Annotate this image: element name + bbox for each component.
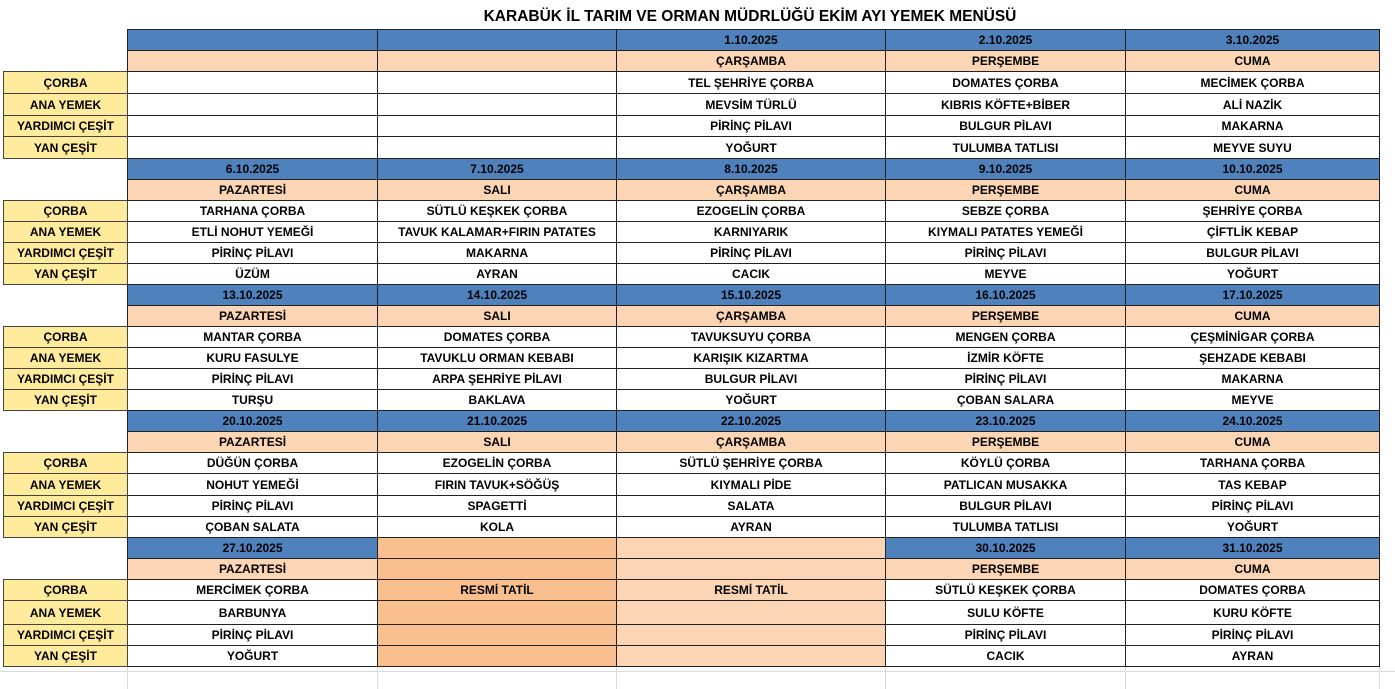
menu-cell-fri: AYRAN <box>1126 646 1380 667</box>
menu-cell-tue: DOMATES ÇORBA <box>378 327 617 348</box>
menu-cell-fri: ŞEHZADE KEBABI <box>1126 348 1380 369</box>
meal-row-ana-yemek <box>4 601 1380 625</box>
menu-cell-mon: TARHANA ÇORBA <box>128 201 378 222</box>
menu-cell-tue: TAVUK KALAMAR+FIRIN PATATES <box>378 222 617 243</box>
menu-cell-fri: MEYVE <box>1126 390 1380 411</box>
day-row <box>4 306 1380 327</box>
date-cell-thu: 9.10.2025 <box>886 159 1126 180</box>
menu-cell-mon: PİRİNÇ PİLAVI <box>128 496 378 517</box>
menu-cell-tue: MAKARNA <box>378 243 617 264</box>
menu-cell-mon: DÜĞÜN ÇORBA <box>128 453 378 474</box>
row-label-yan-cesit: YAN ÇEŞİT <box>4 264 128 285</box>
menu-cell-tue: ARPA ŞEHRİYE PİLAVI <box>378 369 617 390</box>
menu-cell-thu: SULU KÖFTE <box>886 601 1126 625</box>
menu-cell-tue: BAKLAVA <box>378 390 617 411</box>
row-label-empty <box>4 159 128 180</box>
meal-row-yan-cesit <box>4 517 1380 538</box>
date-cell-fri: 10.10.2025 <box>1126 159 1380 180</box>
date-cell-mon: 13.10.2025 <box>128 285 378 306</box>
menu-cell-wed: YOĞURT <box>617 390 886 411</box>
menu-cell-mon: ÜZÜM <box>128 264 378 285</box>
menu-cell-tue: TAVUKLU ORMAN KEBABI <box>378 348 617 369</box>
day-row <box>4 180 1380 201</box>
menu-cell-wed: AYRAN <box>617 517 886 538</box>
day-cell-thu: PERŞEMBE <box>886 432 1126 453</box>
meal-row-yardimci-cesit <box>4 116 1380 137</box>
menu-cell-thu: SÜTLÜ KEŞKEK ÇORBA <box>886 580 1126 601</box>
menu-cell-wed: YOĞURT <box>617 137 886 159</box>
menu-cell-fri: ÇEŞMİNİGAR ÇORBA <box>1126 327 1380 348</box>
menu-cell-fri: TARHANA ÇORBA <box>1126 453 1380 474</box>
menu-cell-wed: CACIK <box>617 264 886 285</box>
meal-row-ana-yemek <box>4 222 1380 243</box>
date-cell-fri: 17.10.2025 <box>1126 285 1380 306</box>
menu-cell-mon: PİRİNÇ PİLAVI <box>128 243 378 264</box>
menu-cell-wed: RESMİ TATİL <box>617 580 886 601</box>
menu-cell-mon: BARBUNYA <box>128 601 378 625</box>
menu-cell-wed: PİRİNÇ PİLAVI <box>617 243 886 264</box>
row-label-ana-yemek: ANA YEMEK <box>4 474 128 496</box>
date-cell-mon <box>128 30 378 51</box>
menu-cell-fri: MAKARNA <box>1126 369 1380 390</box>
day-cell-mon: PAZARTESİ <box>128 180 378 201</box>
menu-cell-tue <box>378 601 617 625</box>
menu-cell-thu: KIBRIS KÖFTE+BİBER <box>886 94 1126 116</box>
menu-cell-thu: TULUMBA TATLISI <box>886 517 1126 538</box>
menu-cell-tue <box>378 94 617 116</box>
row-label-corba: ÇORBA <box>4 453 128 474</box>
date-cell-mon: 27.10.2025 <box>128 538 378 559</box>
meal-row-corba <box>4 580 1380 601</box>
menu-title: KARABÜK İL TARIM VE ORMAN MÜDRLÜĞÜ EKİM AYI YEMEK MENÜSÜ <box>483 8 1017 25</box>
menu-cell-wed: TEL ŞEHRİYE ÇORBA <box>617 72 886 94</box>
day-cell-thu: PERŞEMBE <box>886 306 1126 327</box>
row-label-empty <box>4 559 128 580</box>
row-label-ana-yemek: ANA YEMEK <box>4 348 128 369</box>
menu-cell-mon <box>128 137 378 159</box>
meal-row-yardimci-cesit <box>4 369 1380 390</box>
menu-cell-tue <box>378 646 617 667</box>
day-cell-fri: CUMA <box>1126 51 1380 72</box>
meal-row-yardimci-cesit <box>4 625 1380 646</box>
menu-cell-thu: PATLICAN MUSAKKA <box>886 474 1126 496</box>
row-label-corba: ÇORBA <box>4 327 128 348</box>
row-label-yardimci-cesit: YARDIMCI ÇEŞİT <box>4 243 128 264</box>
row-label-empty <box>4 180 128 201</box>
menu-cell-fri: DOMATES ÇORBA <box>1126 580 1380 601</box>
date-cell-tue <box>378 30 617 51</box>
date-cell-wed: 8.10.2025 <box>617 159 886 180</box>
day-cell-mon: PAZARTESİ <box>128 559 378 580</box>
row-label-yan-cesit: YAN ÇEŞİT <box>4 646 128 667</box>
meal-row-ana-yemek <box>4 474 1380 496</box>
row-label-yardimci-cesit: YARDIMCI ÇEŞİT <box>4 496 128 517</box>
menu-cell-tue: RESMİ TATİL <box>378 580 617 601</box>
date-cell-tue: 14.10.2025 <box>378 285 617 306</box>
row-label-yan-cesit: YAN ÇEŞİT <box>4 137 128 159</box>
meal-row-ana-yemek <box>4 348 1380 369</box>
date-cell-thu: 2.10.2025 <box>886 30 1126 51</box>
menu-cell-wed: MEVSİM TÜRLÜ <box>617 94 886 116</box>
meal-row-yardimci-cesit <box>4 496 1380 517</box>
menu-cell-wed <box>617 601 886 625</box>
menu-cell-thu: BULGUR PİLAVI <box>886 496 1126 517</box>
day-cell-wed: ÇARŞAMBA <box>617 306 886 327</box>
day-cell-mon: PAZARTESİ <box>128 432 378 453</box>
menu-cell-mon: MERCİMEK ÇORBA <box>128 580 378 601</box>
menu-cell-fri: PİRİNÇ PİLAVI <box>1126 496 1380 517</box>
menu-cell-tue: SÜTLÜ KEŞKEK ÇORBA <box>378 201 617 222</box>
date-row <box>4 411 1380 432</box>
date-cell-fri: 24.10.2025 <box>1126 411 1380 432</box>
menu-cell-tue: EZOGELİN ÇORBA <box>378 453 617 474</box>
menu-cell-fri: ÇİFTLİK KEBAP <box>1126 222 1380 243</box>
menu-cell-fri: MECİMEK ÇORBA <box>1126 72 1380 94</box>
menu-cell-fri: ALİ NAZİK <box>1126 94 1380 116</box>
row-label-empty <box>4 30 128 51</box>
date-cell-tue: 21.10.2025 <box>378 411 617 432</box>
menu-cell-thu: CACIK <box>886 646 1126 667</box>
day-cell-thu: PERŞEMBE <box>886 559 1126 580</box>
menu-cell-tue <box>378 625 617 646</box>
day-cell-wed: ÇARŞAMBA <box>617 432 886 453</box>
row-label-ana-yemek: ANA YEMEK <box>4 222 128 243</box>
date-row <box>4 538 1380 559</box>
menu-cell-fri: YOĞURT <box>1126 264 1380 285</box>
day-cell-thu: PERŞEMBE <box>886 180 1126 201</box>
menu-cell-thu: KIYMALI PATATES YEMEĞİ <box>886 222 1126 243</box>
row-label-yardimci-cesit: YARDIMCI ÇEŞİT <box>4 625 128 646</box>
menu-cell-tue: SPAGETTİ <box>378 496 617 517</box>
day-cell-mon <box>128 51 378 72</box>
date-row <box>4 285 1380 306</box>
menu-cell-wed <box>617 625 886 646</box>
day-cell-wed <box>617 559 886 580</box>
menu-cell-wed: SÜTLÜ ŞEHRİYE ÇORBA <box>617 453 886 474</box>
menu-cell-wed: KARNIYARIK <box>617 222 886 243</box>
row-label-empty <box>4 51 128 72</box>
menu-cell-fri: YOĞURT <box>1126 517 1380 538</box>
date-cell-mon: 6.10.2025 <box>128 159 378 180</box>
day-cell-tue: SALI <box>378 180 617 201</box>
day-cell-thu: PERŞEMBE <box>886 51 1126 72</box>
row-label-yan-cesit: YAN ÇEŞİT <box>4 517 128 538</box>
menu-cell-mon: ETLİ NOHUT YEMEĞİ <box>128 222 378 243</box>
meal-row-yan-cesit <box>4 646 1380 667</box>
row-label-corba: ÇORBA <box>4 201 128 222</box>
menu-cell-mon: KURU FASULYE <box>128 348 378 369</box>
row-label-empty <box>4 538 128 559</box>
date-cell-fri: 3.10.2025 <box>1126 30 1380 51</box>
date-cell-thu: 16.10.2025 <box>886 285 1126 306</box>
row-label-yardimci-cesit: YARDIMCI ÇEŞİT <box>4 116 128 137</box>
menu-cell-wed: PİRİNÇ PİLAVI <box>617 116 886 137</box>
menu-cell-wed: EZOGELİN ÇORBA <box>617 201 886 222</box>
meal-row-corba <box>4 201 1380 222</box>
row-label-ana-yemek: ANA YEMEK <box>4 94 128 116</box>
menu-cell-wed <box>617 646 886 667</box>
menu-cell-thu: PİRİNÇ PİLAVI <box>886 625 1126 646</box>
menu-cell-tue <box>378 72 617 94</box>
menu-cell-thu: DOMATES ÇORBA <box>886 72 1126 94</box>
menu-body <box>4 30 1380 667</box>
day-row <box>4 559 1380 580</box>
date-cell-tue <box>378 538 617 559</box>
menu-cell-tue <box>378 116 617 137</box>
menu-cell-thu: MEYVE <box>886 264 1126 285</box>
menu-cell-thu: İZMİR KÖFTE <box>886 348 1126 369</box>
row-label-ana-yemek: ANA YEMEK <box>4 601 128 625</box>
menu-cell-mon: MANTAR ÇORBA <box>128 327 378 348</box>
menu-cell-mon: PİRİNÇ PİLAVI <box>128 369 378 390</box>
menu-cell-fri: MEYVE SUYU <box>1126 137 1380 159</box>
date-cell-mon: 20.10.2025 <box>128 411 378 432</box>
menu-table <box>3 29 1380 667</box>
meal-row-corba <box>4 72 1380 94</box>
meal-row-yan-cesit <box>4 390 1380 411</box>
menu-cell-mon: PİRİNÇ PİLAVI <box>128 625 378 646</box>
menu-cell-mon <box>128 94 378 116</box>
meal-row-yardimci-cesit <box>4 243 1380 264</box>
day-cell-tue <box>378 51 617 72</box>
date-cell-wed: 1.10.2025 <box>617 30 886 51</box>
menu-cell-mon: TURŞU <box>128 390 378 411</box>
menu-cell-wed: BULGUR PİLAVI <box>617 369 886 390</box>
day-row <box>4 432 1380 453</box>
menu-cell-fri: PİRİNÇ PİLAVI <box>1126 625 1380 646</box>
menu-cell-wed: SALATA <box>617 496 886 517</box>
menu-cell-fri: KURU KÖFTE <box>1126 601 1380 625</box>
meal-row-corba <box>4 327 1380 348</box>
menu-cell-fri: BULGUR PİLAVI <box>1126 243 1380 264</box>
meal-row-yan-cesit <box>4 264 1380 285</box>
menu-cell-thu: SEBZE ÇORBA <box>886 201 1126 222</box>
day-cell-tue: SALI <box>378 432 617 453</box>
day-cell-fri: CUMA <box>1126 180 1380 201</box>
menu-cell-fri: MAKARNA <box>1126 116 1380 137</box>
menu-cell-fri: ŞEHRİYE ÇORBA <box>1126 201 1380 222</box>
day-cell-wed: ÇARŞAMBA <box>617 180 886 201</box>
menu-cell-thu: KÖYLÜ ÇORBA <box>886 453 1126 474</box>
date-row <box>4 159 1380 180</box>
day-cell-mon: PAZARTESİ <box>128 306 378 327</box>
menu-cell-fri: TAS KEBAP <box>1126 474 1380 496</box>
menu-cell-mon <box>128 116 378 137</box>
menu-cell-mon <box>128 72 378 94</box>
row-label-empty <box>4 432 128 453</box>
menu-cell-mon: NOHUT YEMEĞİ <box>128 474 378 496</box>
menu-cell-tue: KOLA <box>378 517 617 538</box>
date-cell-wed: 15.10.2025 <box>617 285 886 306</box>
menu-cell-tue <box>378 137 617 159</box>
row-label-empty <box>4 411 128 432</box>
menu-cell-wed: KIYMALI PİDE <box>617 474 886 496</box>
day-cell-fri: CUMA <box>1126 306 1380 327</box>
menu-cell-thu: PİRİNÇ PİLAVI <box>886 369 1126 390</box>
meal-row-corba <box>4 453 1380 474</box>
date-cell-thu: 30.10.2025 <box>886 538 1126 559</box>
date-cell-tue: 7.10.2025 <box>378 159 617 180</box>
row-label-empty <box>4 306 128 327</box>
grid-line <box>0 671 1395 672</box>
day-row <box>4 51 1380 72</box>
day-cell-tue <box>378 559 617 580</box>
row-label-corba: ÇORBA <box>4 72 128 94</box>
day-cell-fri: CUMA <box>1126 559 1380 580</box>
row-label-yan-cesit: YAN ÇEŞİT <box>4 390 128 411</box>
date-cell-thu: 23.10.2025 <box>886 411 1126 432</box>
menu-cell-thu: MENGEN ÇORBA <box>886 327 1126 348</box>
day-cell-tue: SALI <box>378 306 617 327</box>
day-cell-fri: CUMA <box>1126 432 1380 453</box>
meal-row-yan-cesit <box>4 137 1380 159</box>
menu-cell-mon: YOĞURT <box>128 646 378 667</box>
menu-cell-wed: KARIŞIK KIZARTMA <box>617 348 886 369</box>
menu-cell-thu: PİRİNÇ PİLAVI <box>886 243 1126 264</box>
day-cell-wed: ÇARŞAMBA <box>617 51 886 72</box>
menu-cell-thu: TULUMBA TATLISI <box>886 137 1126 159</box>
row-label-empty <box>4 285 128 306</box>
date-cell-wed: 22.10.2025 <box>617 411 886 432</box>
menu-cell-thu: ÇOBAN SALARA <box>886 390 1126 411</box>
meal-row-ana-yemek <box>4 94 1380 116</box>
date-cell-wed <box>617 538 886 559</box>
row-label-corba: ÇORBA <box>4 580 128 601</box>
row-label-yardimci-cesit: YARDIMCI ÇEŞİT <box>4 369 128 390</box>
menu-cell-thu: BULGUR PİLAVI <box>886 116 1126 137</box>
menu-cell-mon: ÇOBAN SALATA <box>128 517 378 538</box>
menu-cell-tue: AYRAN <box>378 264 617 285</box>
date-cell-fri: 31.10.2025 <box>1126 538 1380 559</box>
menu-cell-tue: FIRIN TAVUK+SÖĞÜŞ <box>378 474 617 496</box>
date-row <box>4 30 1380 51</box>
menu-cell-wed: TAVUKSUYU ÇORBA <box>617 327 886 348</box>
